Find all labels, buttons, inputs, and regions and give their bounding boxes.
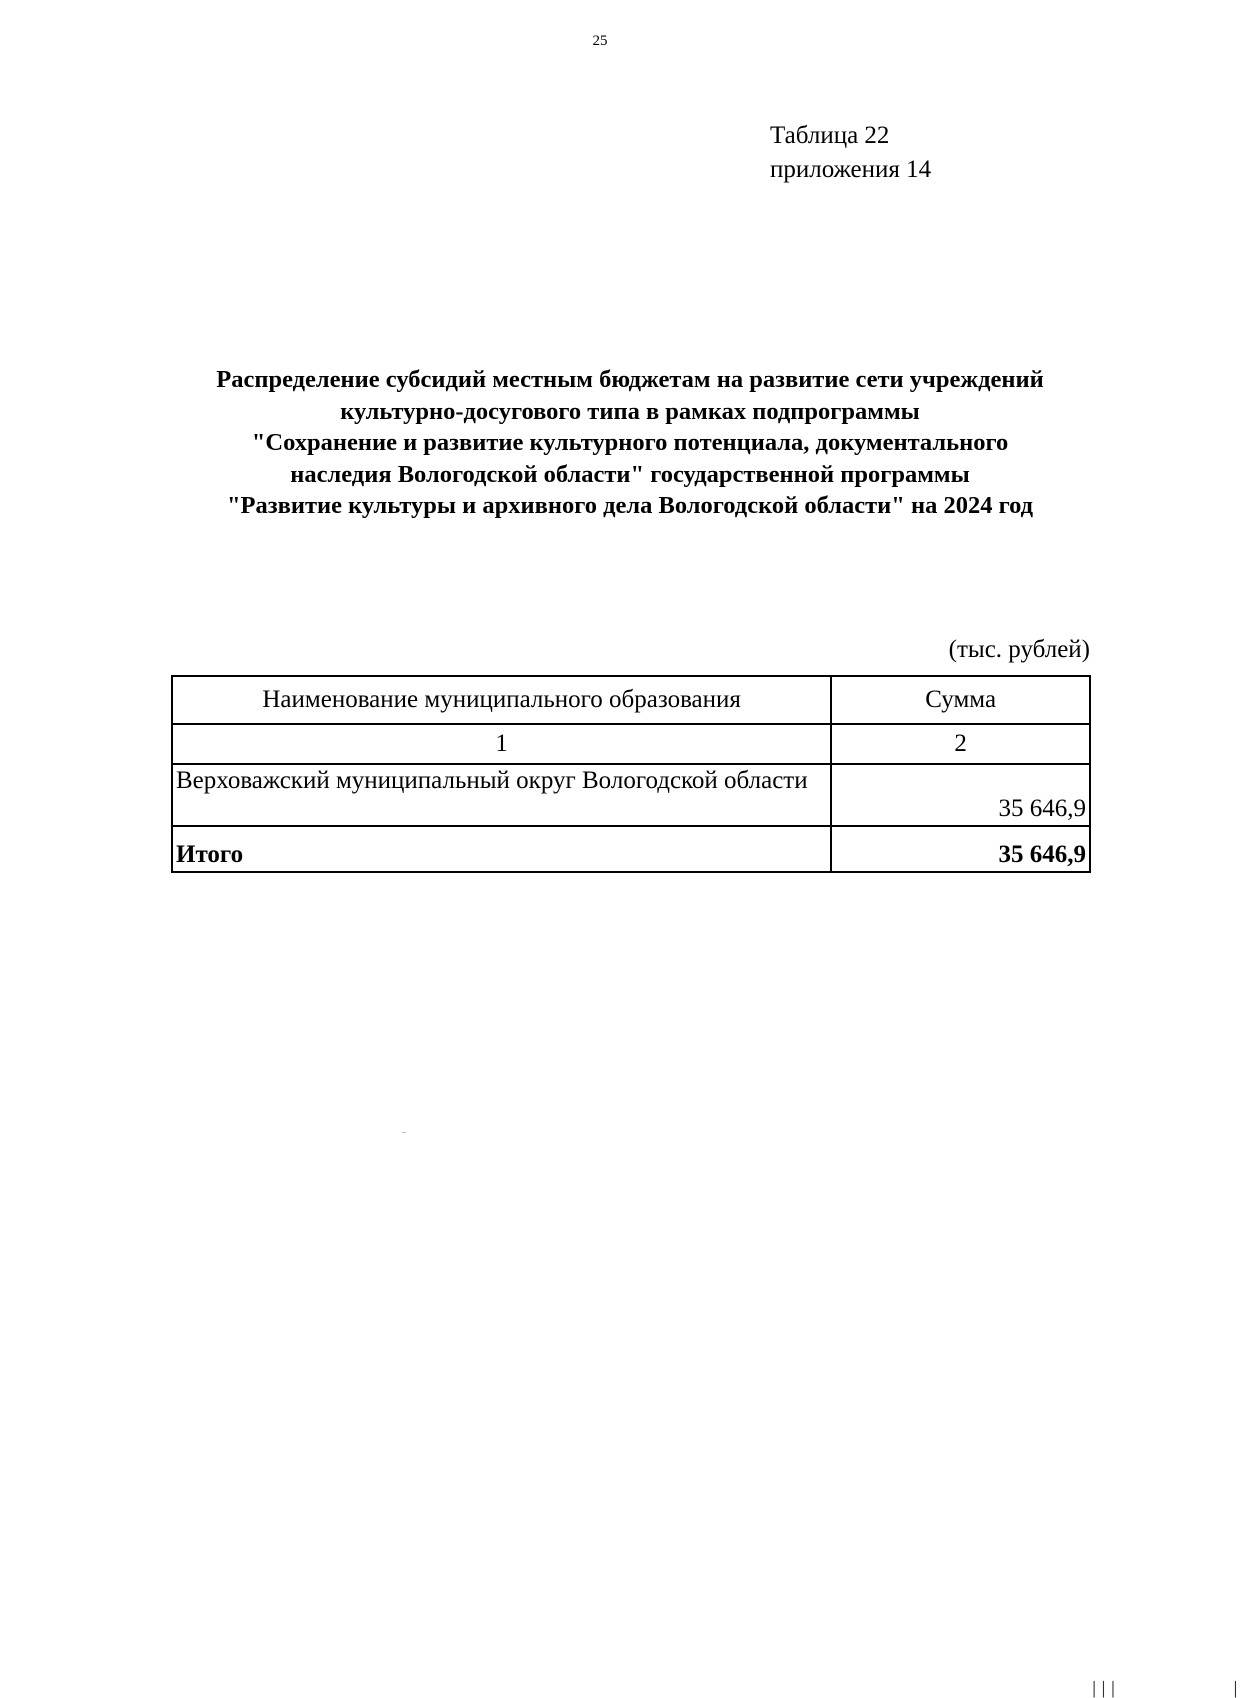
- table-reference: [770, 119, 931, 187]
- units-label: (тыс. рублей): [948, 636, 1090, 663]
- document-title: [100, 364, 1160, 522]
- subsidy-distribution-table: [171, 675, 1091, 873]
- scan-edge-marks: │││ │: [1090, 1682, 1241, 1698]
- table-reference-number: Таблица 22: [770, 122, 890, 149]
- scan-speck: [402, 1132, 406, 1133]
- document-title-line: наследия Вологодской области" государственной программы: [290, 460, 970, 488]
- header-municipality-name: Наименование муниципального образования: [172, 676, 831, 724]
- total-sum: 35 646,9: [831, 826, 1090, 872]
- table-header-row: [172, 676, 1090, 724]
- header-sum: Сумма: [831, 676, 1090, 724]
- document-title-line: "Сохранение и развитие культурного потенциала, документального: [251, 429, 1009, 456]
- document-title-line: Распределение субсидий местным бюджетам на развитие сети учреждений: [216, 366, 1044, 393]
- column-number-sum: 2: [831, 724, 1090, 764]
- total-row: [172, 826, 1090, 872]
- column-number-name: 1: [172, 724, 831, 764]
- municipality-name-cell: Верховажский муниципальный округ Вологодской области: [172, 764, 831, 826]
- sum-cell: 35 646,9: [831, 764, 1090, 826]
- table-reference-appendix: приложения 14: [770, 156, 932, 183]
- column-number-row: [172, 724, 1090, 764]
- document-title-line: культурно-досугового типа в рамках подпрограммы: [340, 397, 920, 425]
- table-row: [172, 764, 1090, 826]
- page-number: 25: [592, 33, 608, 49]
- document-title-line: "Развитие культуры и архивного дела Вологодской области" на 2024 год: [226, 492, 1034, 519]
- total-label: Итого: [172, 826, 831, 872]
